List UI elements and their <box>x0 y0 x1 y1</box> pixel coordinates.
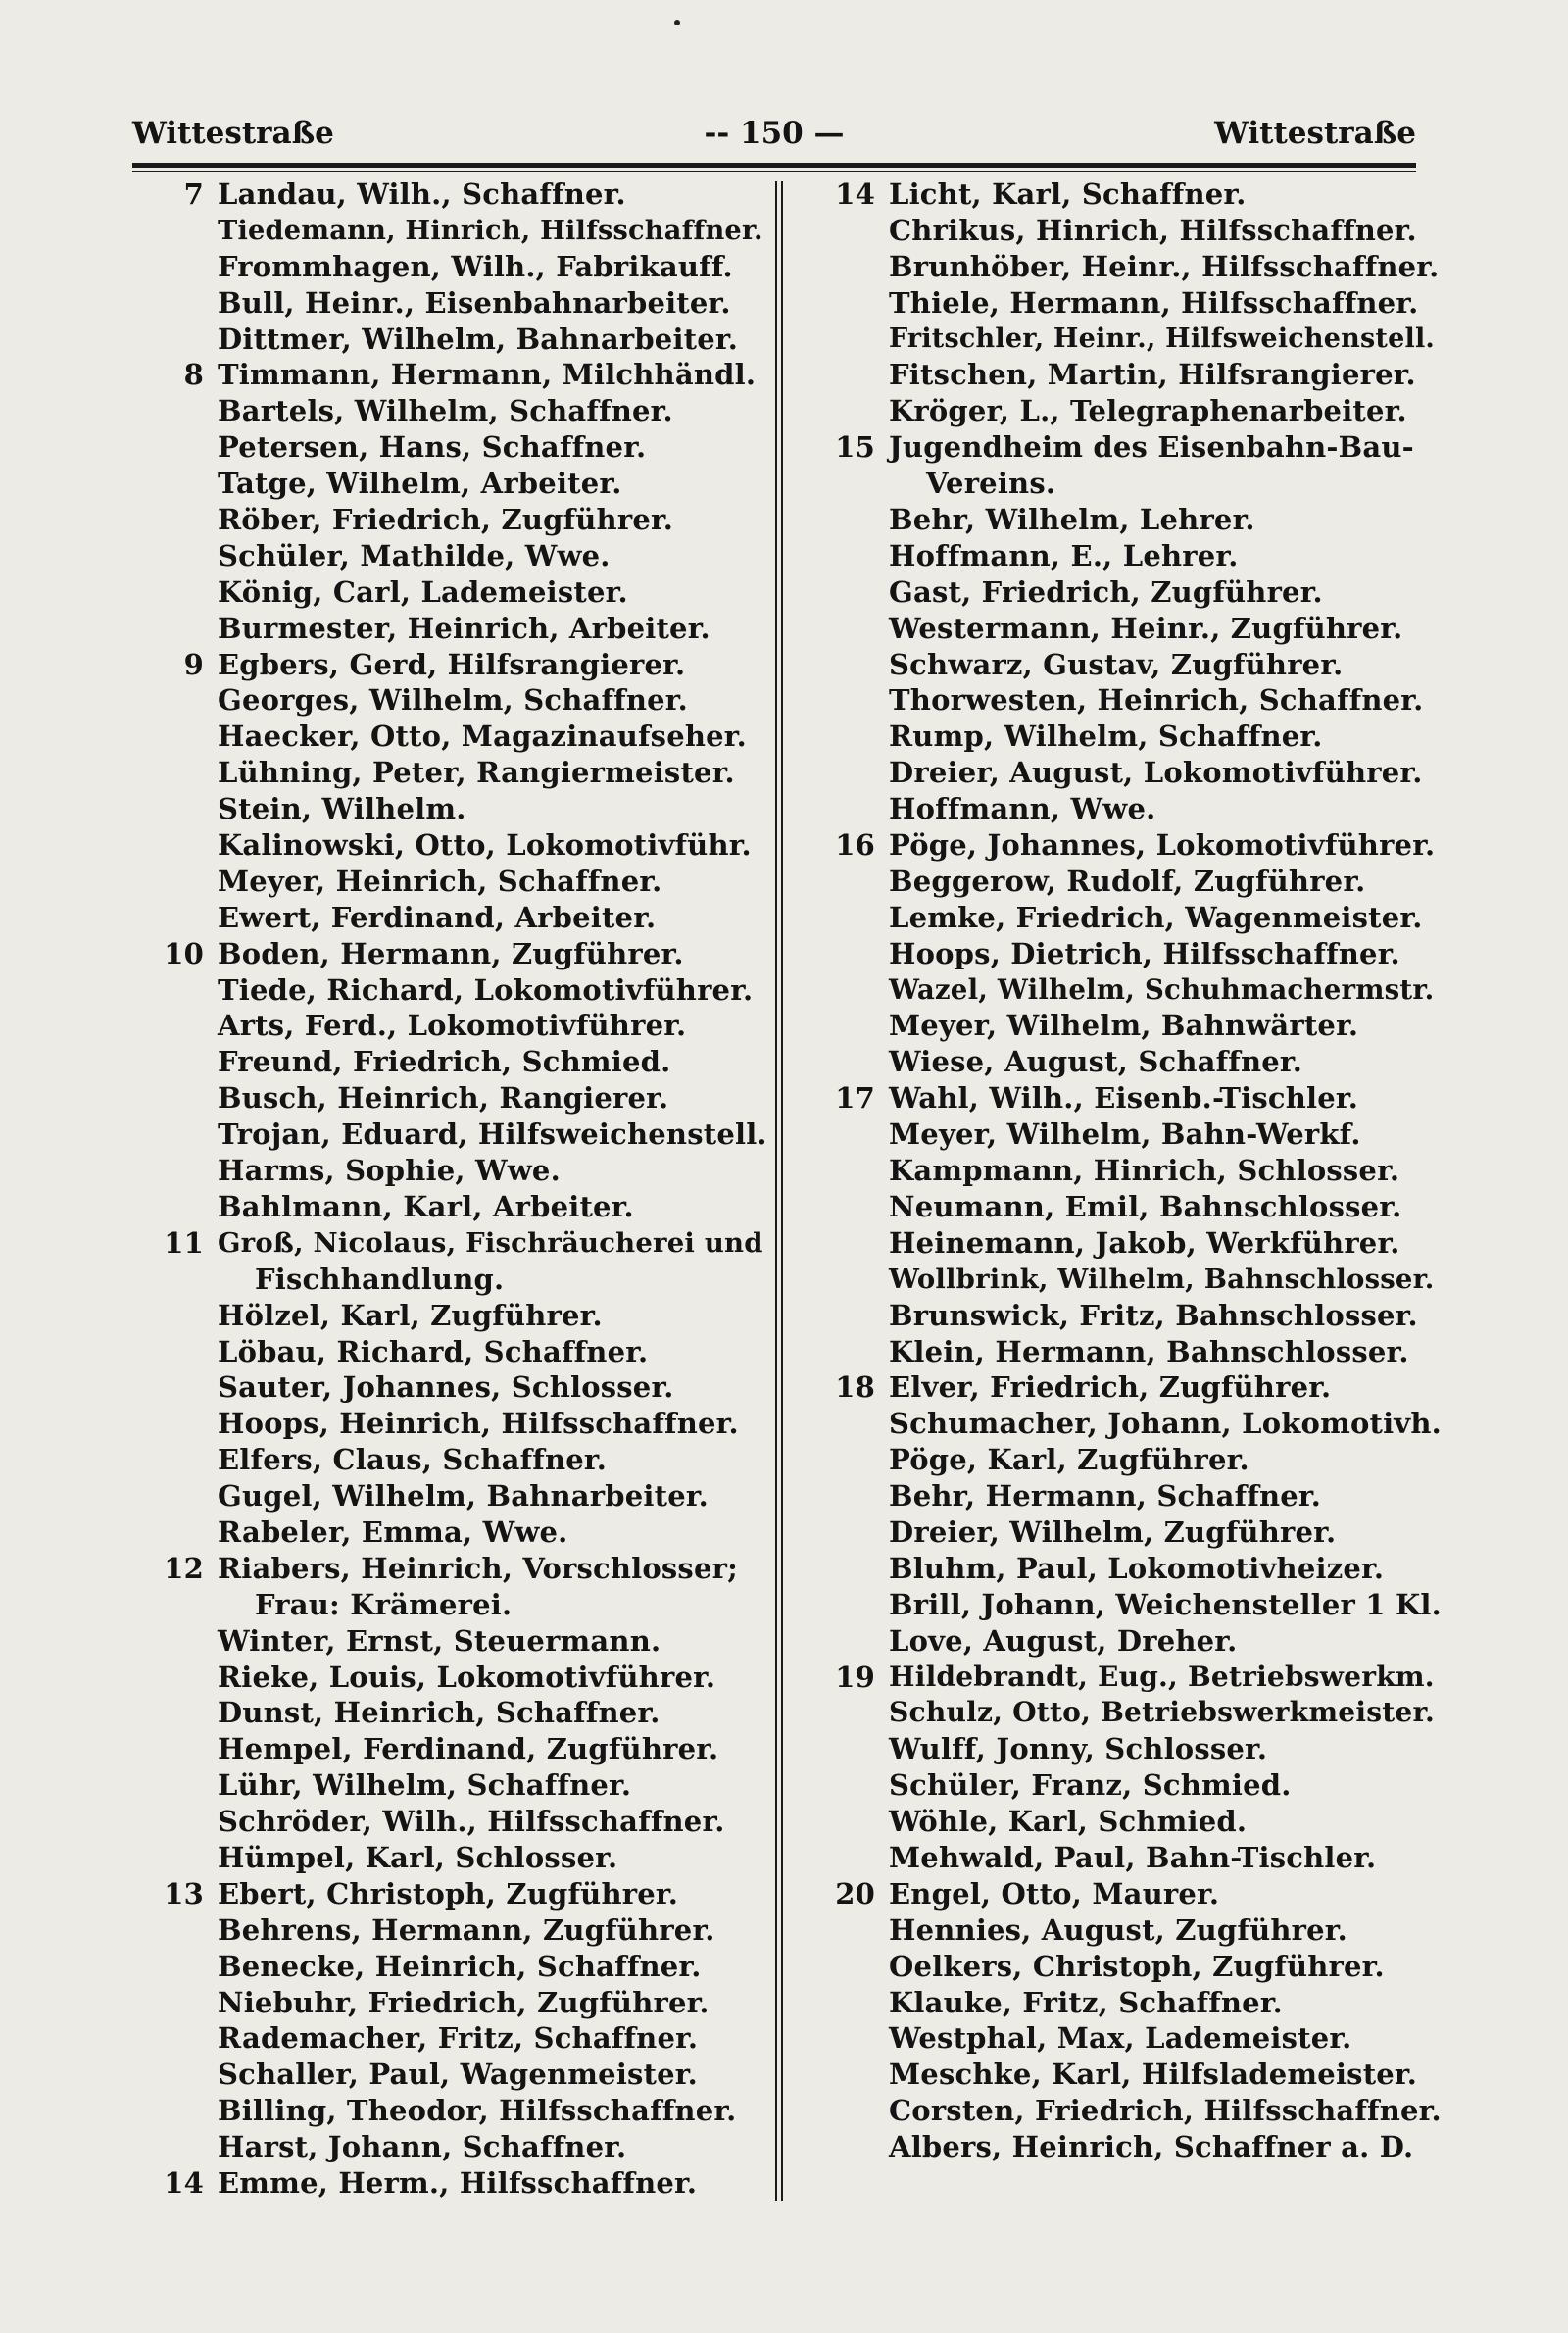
house-number: 12 <box>164 1551 204 1585</box>
resident-entry: Engel, Otto, Maurer. <box>889 1876 1220 1911</box>
resident-entry: Sauter, Johannes, Schlosser. <box>218 1370 674 1405</box>
resident-entry: Dittmer, Wilhelm, Bahnarbeiter. <box>218 322 739 356</box>
directory-entry <box>818 285 1446 322</box>
directory-entry <box>147 1912 774 1949</box>
house-number: 14 <box>164 2165 204 2200</box>
right-column <box>818 176 1446 2165</box>
resident-entry: Fischhandlung. <box>255 1262 505 1296</box>
resident-entry: Klauke, Fritz, Schaffner. <box>889 1985 1283 2019</box>
resident-entry: Trojan, Eduard, Hilfsweichenstell. <box>218 1117 767 1152</box>
directory-entry <box>818 1442 1446 1478</box>
resident-entry: Meyer, Wilhelm, Bahnwärter. <box>889 1009 1359 1043</box>
resident-entry: Wulff, Jonny, Schlosser. <box>889 1732 1268 1766</box>
directory-entry <box>147 1298 774 1334</box>
resident-entry: Hennies, August, Zugführer. <box>889 1912 1348 1947</box>
house-number: 14 <box>835 177 875 211</box>
house-number: 15 <box>835 430 875 465</box>
resident-entry: Meschke, Karl, Hilfslademeister. <box>889 2058 1418 2092</box>
directory-entry <box>818 249 1446 285</box>
directory-entry <box>818 936 1446 972</box>
directory-entry <box>147 2129 774 2165</box>
directory-entry <box>147 1660 774 1696</box>
resident-entry: Schüler, Franz, Schmied. <box>889 1768 1292 1803</box>
directory-entry <box>147 1225 774 1262</box>
resident-entry: Emme, Herm., Hilfsschaffner. <box>218 2165 698 2200</box>
resident-entry: Brunswick, Fritz, Bahnschlosser. <box>889 1298 1418 1332</box>
house-number: 19 <box>835 1660 875 1694</box>
resident-entry: Egbers, Gerd, Hilfsrangierer. <box>218 647 686 681</box>
directory-entry <box>147 936 774 972</box>
directory-entry <box>147 1262 774 1298</box>
resident-entry: Boden, Hermann, Zugführer. <box>218 936 684 970</box>
resident-entry: Arts, Ferd., Lokomotivführer. <box>218 1009 687 1043</box>
house-number: 10 <box>164 936 204 970</box>
resident-entry: Frau: Krämerei. <box>255 1587 513 1621</box>
resident-entry: Behrens, Hermann, Zugführer. <box>218 1912 715 1947</box>
directory-entry <box>818 429 1446 466</box>
directory-entry <box>818 393 1446 429</box>
directory-entry <box>147 1949 774 1985</box>
resident-entry: Behr, Wilhelm, Lehrer. <box>889 503 1255 537</box>
directory-entry <box>147 827 774 864</box>
resident-entry: Jugendheim des Eisenbahn-Bau- <box>889 430 1414 465</box>
directory-entry <box>818 1189 1446 1225</box>
header-street-left: Wittestraße <box>132 116 334 151</box>
directory-entry <box>818 682 1446 719</box>
resident-entry: Hempel, Ferdinand, Zugführer. <box>218 1732 719 1766</box>
resident-entry: Hoffmann, Wwe. <box>889 792 1156 826</box>
directory-entry <box>818 1804 1446 1840</box>
directory-entry <box>147 1117 774 1153</box>
resident-entry: Elver, Friedrich, Zugführer. <box>889 1370 1332 1405</box>
directory-entry <box>818 791 1446 827</box>
directory-entry <box>818 322 1446 358</box>
resident-entry: Harst, Johann, Schaffner. <box>218 2130 627 2164</box>
resident-entry: Kröger, L., Telegraphenarbeiter. <box>889 394 1407 428</box>
directory-entry <box>818 2020 1446 2057</box>
directory-entry <box>147 574 774 611</box>
directory-entry <box>818 864 1446 900</box>
resident-entry: Wöhle, Karl, Schmied. <box>889 1805 1248 1839</box>
directory-entry <box>147 1514 774 1551</box>
resident-entry: Westphal, Max, Lademeister. <box>889 2021 1352 2056</box>
resident-entry: Riabers, Heinrich, Vorschlosser; <box>218 1551 738 1585</box>
resident-entry: Groß, Nicolaus, Fischräucherei und <box>218 1226 763 1259</box>
directory-entry <box>818 2129 1446 2165</box>
resident-entry: Freund, Friedrich, Schmied. <box>218 1045 671 1079</box>
resident-entry: Stein, Wilhelm. <box>218 792 466 826</box>
resident-entry: Schulz, Otto, Betriebswerkmeister. <box>889 1696 1435 1729</box>
directory-entry <box>147 1153 774 1189</box>
resident-entry: Klein, Hermann, Bahnschlosser. <box>889 1334 1409 1368</box>
directory-entry <box>818 1587 1446 1623</box>
resident-entry: Rabeler, Emma, Wwe. <box>218 1514 568 1549</box>
resident-entry: Kalinowski, Otto, Lokomotivführ. <box>218 828 752 863</box>
directory-entry <box>147 900 774 936</box>
directory-entry <box>147 1008 774 1044</box>
directory-entry <box>147 429 774 466</box>
resident-entry: Gugel, Wilhelm, Bahnarbeiter. <box>218 1479 709 1514</box>
directory-entry <box>147 1731 774 1767</box>
resident-entry: Burmester, Heinrich, Arbeiter. <box>218 611 710 645</box>
directory-entry <box>818 1117 1446 1153</box>
directory-entry <box>818 1514 1446 1551</box>
directory-entry <box>147 322 774 358</box>
resident-entry: Landau, Wilh., Schaffner. <box>218 177 626 211</box>
resident-entry: Hoffmann, E., Lehrer. <box>889 538 1239 572</box>
header-rule-thin <box>132 171 1416 172</box>
directory-entry <box>818 176 1446 213</box>
header-rule-thick <box>132 163 1416 168</box>
resident-entry: Bluhm, Paul, Lokomotivheizer. <box>889 1551 1385 1585</box>
resident-entry: Tatge, Wilhelm, Arbeiter. <box>218 467 622 501</box>
resident-entry: Kampmann, Hinrich, Schlosser. <box>889 1154 1400 1188</box>
directory-entry <box>818 538 1446 574</box>
directory-entry <box>147 1804 774 1840</box>
directory-entry <box>147 176 774 213</box>
resident-entry: Löbau, Richard, Schaffner. <box>218 1334 649 1368</box>
directory-entry <box>818 1153 1446 1189</box>
resident-entry: Schröder, Wilh., Hilfsschaffner. <box>218 1805 725 1839</box>
resident-entry: Harms, Sophie, Wwe. <box>218 1154 561 1188</box>
directory-entry <box>147 2057 774 2093</box>
resident-entry: Pöge, Johannes, Lokomotivführer. <box>889 828 1436 863</box>
directory-entry <box>818 574 1446 611</box>
resident-entry: Tiede, Richard, Lokomotivführer. <box>218 972 754 1007</box>
directory-entry <box>147 2020 774 2057</box>
resident-entry: Chrikus, Hinrich, Hilfsschaffner. <box>889 213 1417 247</box>
resident-entry: Wahl, Wilh., Eisenb.-Tischler. <box>889 1081 1359 1116</box>
directory-entry <box>818 647 1446 683</box>
directory-entry <box>818 972 1446 1009</box>
resident-entry: Ewert, Ferdinand, Arbeiter. <box>218 900 657 934</box>
resident-entry: Hoops, Heinrich, Hilfsschaffner. <box>218 1407 739 1441</box>
directory-entry <box>147 719 774 755</box>
directory-entry <box>818 1334 1446 1370</box>
directory-entry <box>147 791 774 827</box>
resident-entry: Heinemann, Jakob, Werkführer. <box>889 1225 1400 1260</box>
directory-entry <box>147 1985 774 2021</box>
directory-entry <box>147 647 774 683</box>
house-number: 11 <box>164 1225 204 1260</box>
directory-entry <box>147 2165 774 2202</box>
resident-entry: Meyer, Wilhelm, Bahn-Werkf. <box>889 1117 1361 1152</box>
resident-entry: Hümpel, Karl, Schlosser. <box>218 1840 618 1874</box>
directory-entry <box>147 249 774 285</box>
directory-entry <box>147 1406 774 1442</box>
directory-entry <box>818 900 1446 936</box>
house-number: 7 <box>183 177 204 211</box>
directory-entry <box>818 1623 1446 1660</box>
directory-entry <box>818 213 1446 249</box>
resident-entry: Licht, Karl, Schaffner. <box>889 177 1247 211</box>
resident-entry: Thorwesten, Heinrich, Schaffner. <box>889 683 1424 718</box>
directory-entry <box>818 719 1446 755</box>
left-column <box>147 176 774 2202</box>
resident-entry: Röber, Friedrich, Zugführer. <box>218 503 674 537</box>
directory-entry <box>818 1949 1446 1985</box>
directory-entry <box>818 1731 1446 1767</box>
resident-entry: Brill, Johann, Weichensteller 1 Kl. <box>889 1587 1442 1621</box>
resident-entry: Schaller, Paul, Wagenmeister. <box>218 2058 698 2092</box>
resident-entry: Dreier, Wilhelm, Zugführer. <box>889 1514 1337 1549</box>
directory-entry <box>818 827 1446 864</box>
resident-entry: Behr, Hermann, Schaffner. <box>889 1479 1322 1514</box>
resident-entry: Petersen, Hans, Schaffner. <box>218 430 647 465</box>
resident-entry: Bartels, Wilhelm, Schaffner. <box>218 394 673 428</box>
resident-entry: Timmann, Hermann, Milchhändl. <box>218 358 757 392</box>
resident-entry: Corsten, Friedrich, Hilfsschaffner. <box>889 2094 1442 2128</box>
resident-entry: Wollbrink, Wilhelm, Bahnschlosser. <box>889 1263 1435 1295</box>
directory-entry <box>147 393 774 429</box>
house-number: 17 <box>835 1081 875 1116</box>
directory-entry <box>147 1840 774 1876</box>
directory-entry <box>818 1080 1446 1117</box>
resident-entry: Wazel, Wilhelm, Schuhmachermstr. <box>889 972 1435 1006</box>
directory-entry <box>147 285 774 322</box>
resident-entry: König, Carl, Lademeister. <box>218 574 628 609</box>
resident-entry: Lühr, Wilhelm, Schaffner. <box>218 1768 632 1803</box>
directory-entry <box>147 1695 774 1731</box>
directory-entry <box>147 1334 774 1370</box>
resident-entry: Albers, Heinrich, Schaffner a. D. <box>889 2130 1414 2164</box>
resident-entry: Winter, Ernst, Steuermann. <box>218 1623 662 1658</box>
resident-entry: Schumacher, Johann, Lokomotivh. <box>889 1407 1442 1441</box>
directory-entry <box>818 1298 1446 1334</box>
resident-entry: Bull, Heinr., Eisenbahnarbeiter. <box>218 285 731 320</box>
directory-entry <box>147 1767 774 1804</box>
resident-entry: Wiese, August, Schaffner. <box>889 1045 1303 1079</box>
resident-entry: Dunst, Heinrich, Schaffner. <box>218 1696 661 1730</box>
resident-entry: Love, August, Dreher. <box>889 1623 1238 1658</box>
resident-entry: Elfers, Claus, Schaffner. <box>218 1443 608 1477</box>
directory-entry <box>147 682 774 719</box>
directory-entry <box>818 1406 1446 1442</box>
resident-entry: Rademacher, Fritz, Schaffner. <box>218 2021 699 2056</box>
directory-entry <box>818 502 1446 538</box>
resident-entry: Schüler, Mathilde, Wwe. <box>218 538 611 572</box>
directory-entry <box>147 755 774 791</box>
directory-entry <box>818 1225 1446 1262</box>
directory-entry <box>147 972 774 1009</box>
directory-entry <box>147 1551 774 1587</box>
directory-entry <box>147 213 774 249</box>
resident-entry: Frommhagen, Wilh., Fabrikauff. <box>218 249 733 283</box>
directory-entry <box>818 1912 1446 1949</box>
directory-entry <box>818 1660 1446 1696</box>
directory-entry <box>147 2093 774 2129</box>
resident-entry: Bahlmann, Karl, Arbeiter. <box>218 1189 634 1223</box>
resident-entry: Haecker, Otto, Magazinaufseher. <box>218 720 747 754</box>
resident-entry: Thiele, Hermann, Hilfsschaffner. <box>889 285 1419 320</box>
directory-entry <box>818 1044 1446 1080</box>
directory-entry <box>147 1478 774 1514</box>
header-street-right: Wittestraße <box>1214 116 1416 151</box>
directory-entry <box>818 1478 1446 1514</box>
resident-entry: Schwarz, Gustav, Zugführer. <box>889 647 1344 681</box>
directory-entry <box>147 1189 774 1225</box>
directory-entry <box>818 1985 1446 2021</box>
resident-entry: Oelkers, Christoph, Zugführer. <box>889 1949 1385 1983</box>
directory-entry <box>818 357 1446 393</box>
directory-entry <box>818 755 1446 791</box>
resident-entry: Hölzel, Karl, Zugführer. <box>218 1298 603 1332</box>
resident-entry: Gast, Friedrich, Zugführer. <box>889 574 1323 609</box>
directory-entry <box>147 1442 774 1478</box>
directory-entry <box>147 611 774 647</box>
directory-entry <box>818 2093 1446 2129</box>
resident-entry: Beggerow, Rudolf, Zugführer. <box>889 864 1366 898</box>
resident-entry: Lühning, Peter, Rangiermeister. <box>218 756 735 790</box>
directory-entry <box>147 1080 774 1117</box>
directory-entry <box>818 611 1446 647</box>
resident-entry: Mehwald, Paul, Bahn-Tischler. <box>889 1840 1377 1874</box>
resident-entry: Benecke, Heinrich, Schaffner. <box>218 1949 702 1983</box>
resident-entry: Niebuhr, Friedrich, Zugführer. <box>218 1985 710 2019</box>
directory-entry <box>147 1623 774 1660</box>
directory-entry <box>818 1767 1446 1804</box>
resident-entry: Pöge, Karl, Zugführer. <box>889 1443 1250 1477</box>
directory-entry <box>818 1840 1446 1876</box>
column-divider-second <box>781 181 783 2201</box>
resident-entry: Fritschler, Heinr., Hilfsweichenstell. <box>889 323 1436 354</box>
house-number: 9 <box>183 647 204 681</box>
print-speck <box>674 20 680 25</box>
resident-entry: Neumann, Emil, Bahnschlosser. <box>889 1189 1402 1223</box>
directory-entry <box>147 1044 774 1080</box>
directory-entry <box>147 864 774 900</box>
resident-entry: Georges, Wilhelm, Schaffner. <box>218 683 688 718</box>
directory-entry <box>147 502 774 538</box>
directory-entry <box>818 1262 1446 1298</box>
directory-entry <box>147 1587 774 1623</box>
house-number: 20 <box>835 1876 875 1911</box>
directory-entry <box>818 1876 1446 1912</box>
house-number: 13 <box>164 1876 204 1911</box>
resident-entry: Hoops, Dietrich, Hilfsschaffner. <box>889 936 1400 970</box>
house-number: 8 <box>183 358 204 392</box>
resident-entry: Rieke, Louis, Lokomotivführer. <box>218 1660 716 1694</box>
directory-entry <box>147 538 774 574</box>
resident-entry: Westermann, Heinr., Zugführer. <box>889 611 1403 645</box>
directory-entry <box>818 2057 1446 2093</box>
running-header <box>132 116 1416 161</box>
resident-entry: Fitschen, Martin, Hilfsrangierer. <box>889 358 1416 392</box>
page-number: -- 150 — <box>704 116 845 151</box>
house-number: 18 <box>835 1370 875 1405</box>
directory-entry <box>818 1369 1446 1406</box>
directory-entry <box>147 1876 774 1912</box>
directory-entry <box>147 466 774 502</box>
directory-entry <box>147 1369 774 1406</box>
directory-entry <box>818 1551 1446 1587</box>
directory-entry <box>818 1695 1446 1731</box>
resident-entry: Dreier, August, Lokomotivführer. <box>889 756 1423 790</box>
column-divider <box>775 181 777 2201</box>
directory-entry <box>818 1008 1446 1044</box>
resident-entry: Billing, Theodor, Hilfsschaffner. <box>218 2094 737 2128</box>
resident-entry: Brunhöber, Heinr., Hilfsschaffner. <box>889 249 1440 283</box>
resident-entry: Hildebrandt, Eug., Betriebswerkm. <box>889 1660 1435 1693</box>
resident-entry: Rump, Wilhelm, Schaffner. <box>889 720 1323 754</box>
resident-entry: Vereins. <box>926 467 1056 501</box>
directory-entry <box>818 466 1446 502</box>
directory-entry <box>147 357 774 393</box>
resident-entry: Lemke, Friedrich, Wagenmeister. <box>889 900 1423 934</box>
resident-entry: Ebert, Christoph, Zugführer. <box>218 1876 678 1911</box>
house-number: 16 <box>835 828 875 863</box>
resident-entry: Meyer, Heinrich, Schaffner. <box>218 864 662 898</box>
resident-entry: Busch, Heinrich, Rangierer. <box>218 1081 669 1116</box>
resident-entry: Tiedemann, Hinrich, Hilfsschaffner. <box>218 214 763 246</box>
